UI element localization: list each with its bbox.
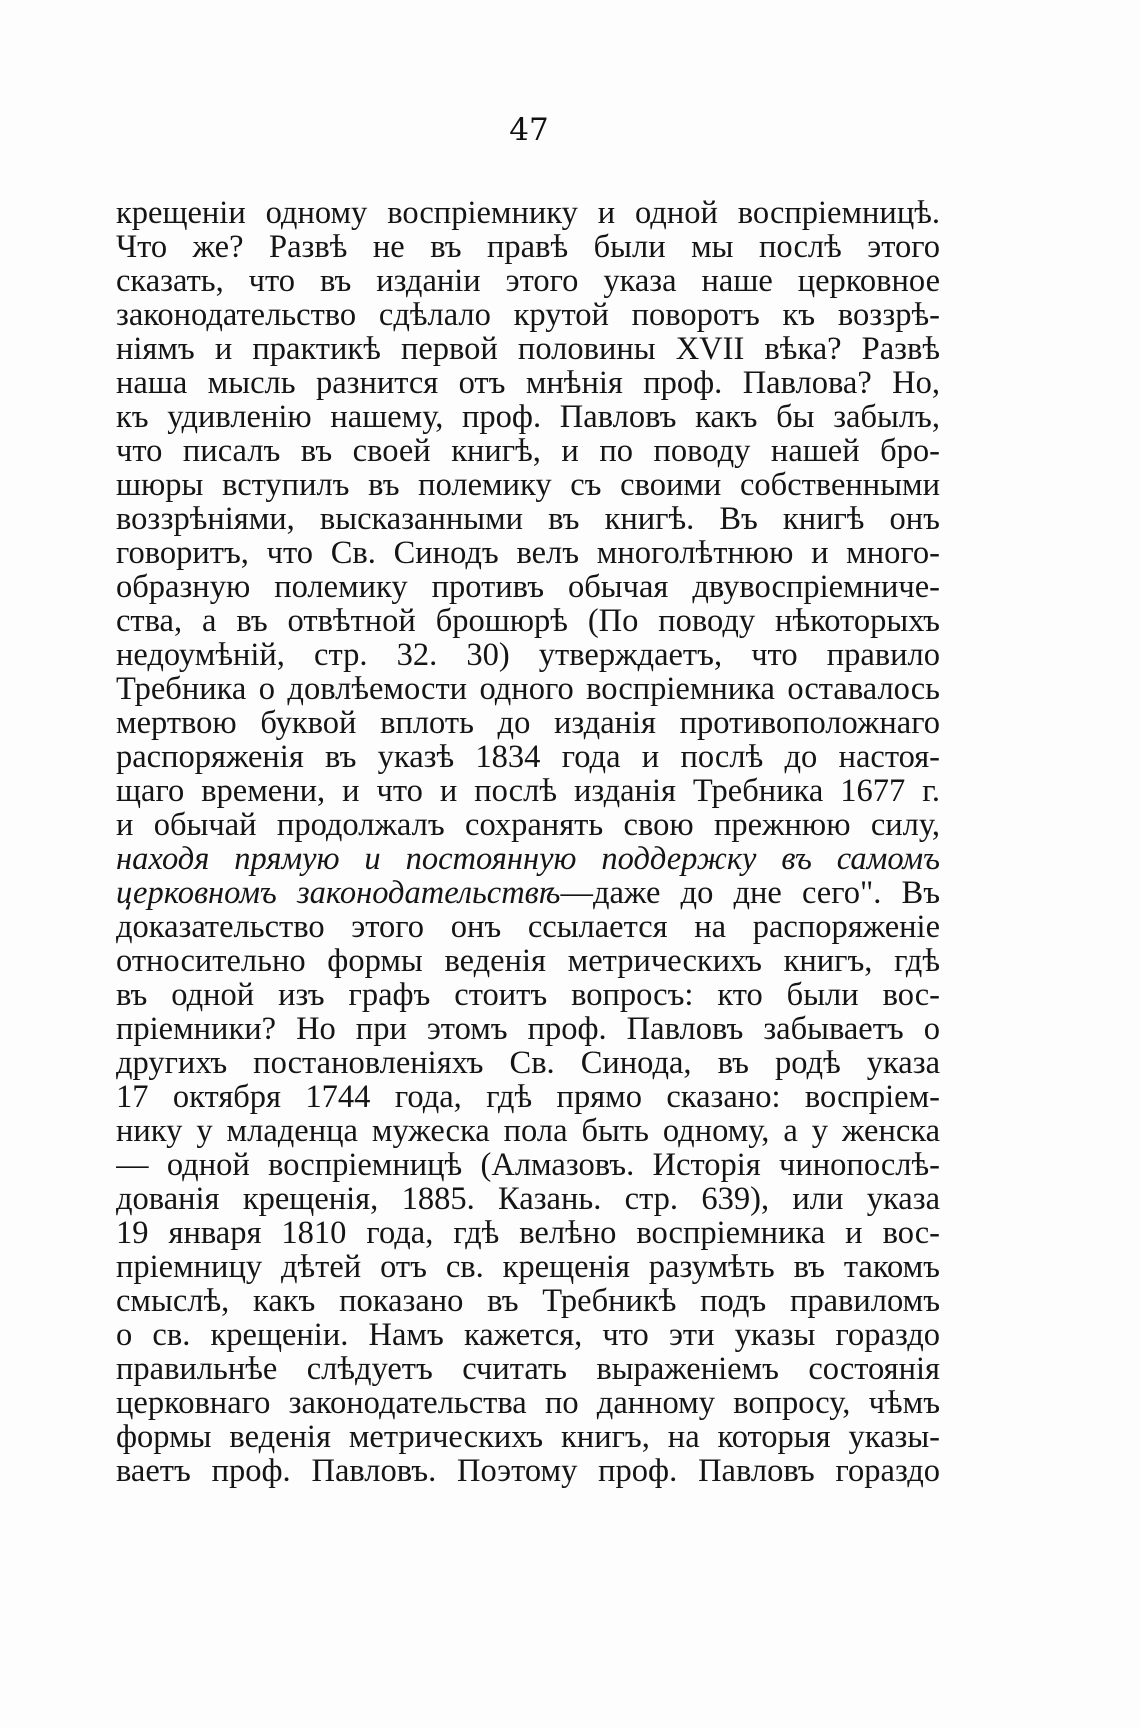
body-text — [116, 196, 940, 1488]
text-line: доказательство этого онъ ссылается на распоряженіе — [116, 910, 940, 944]
text-line: 19 января 1810 года, гдѣ велѣно воспріемника и вос- — [116, 1216, 940, 1250]
page-number: 47 — [509, 112, 549, 148]
text-line: 17 октября 1744 года, гдѣ прямо сказано: воспріем- — [116, 1080, 940, 1114]
text-line: шюры вступилъ въ полемику съ своими собственными — [116, 468, 940, 502]
text-line: относительно формы веденія метрическихъ книгъ, гдѣ — [116, 944, 940, 978]
text-line: воззрѣніями, высказанными въ книгѣ. Въ книгѣ онъ — [116, 502, 940, 536]
text-line: ваетъ проф. Павловъ. Поэтому проф. Павловъ гораздо — [116, 1454, 940, 1488]
text-line: образную полемику противъ обычая двувоспріемниче- — [116, 570, 940, 604]
text-line: Требника о довлѣемости одного воспріемника оставалось — [116, 672, 940, 706]
text-line: нику у младенца мужеска пола быть одному, а у женска — [116, 1114, 940, 1148]
text-line: мертвою буквой вплоть до изданія противоположнаго — [116, 706, 940, 740]
text-line: ніямъ и практикѣ первой половины XVII вѣка? Развѣ — [116, 332, 940, 366]
text-segment: —даже до дне сего". Въ — [560, 876, 940, 910]
text-line: ства, а въ отвѣтной брошюрѣ (По поводу нѣкоторыхъ — [116, 604, 940, 638]
text-line: что писалъ въ своей книгѣ, и по поводу нашей бро- — [116, 434, 940, 468]
text-line: наша мысль разнится отъ мнѣнія проф. Павлова? Но, — [116, 366, 940, 400]
text-line: смыслѣ, какъ показано въ Требникѣ подъ правиломъ — [116, 1284, 940, 1318]
text-line: правильнѣе слѣдуетъ считать выраженіемъ состоянія — [116, 1352, 940, 1386]
text-line: Что же? Развѣ не въ правѣ были мы послѣ этого — [116, 230, 940, 264]
text-line: пріемники? Но при этомъ проф. Павловъ забываетъ о — [116, 1012, 940, 1046]
italic-text-line: находя прямую и постоянную поддержку въ самомъ — [116, 842, 940, 876]
text-line: церковнаго законодательства по данному вопросу, чѣмъ — [116, 1386, 940, 1420]
text-line: къ удивленію нашему, проф. Павловъ какъ бы забылъ, — [116, 400, 940, 434]
text-line: другихъ постановленіяхъ Св. Синода, въ родѣ указа — [116, 1046, 940, 1080]
text-line: дованія крещенія, 1885. Казань. стр. 639), или указа — [116, 1182, 940, 1216]
text-line: — одной воспріемницѣ (Алмазовъ. Исторія чинопослѣ- — [116, 1148, 940, 1182]
text-line: говоритъ, что Св. Синодъ велъ многолѣтнюю и много- — [116, 536, 940, 570]
text-line: сказать, что въ изданіи этого указа наше церковное — [116, 264, 940, 298]
text-line: распоряженія въ указѣ 1834 года и послѣ до настоя- — [116, 740, 940, 774]
italic-segment: церковномъ законодательствѣ — [116, 876, 561, 910]
text-line: и обычай продолжалъ сохранять свою прежнюю силу, — [116, 808, 940, 842]
text-line: крещеніи одному воспріемнику и одной воспріемницѣ. — [116, 196, 940, 230]
text-line: въ одной изъ графъ стоитъ вопросъ: кто были вос- — [116, 978, 940, 1012]
text-line: о св. крещеніи. Намъ кажется, что эти указы гораздо — [116, 1318, 940, 1352]
text-line: недоумѣній, стр. 32. 30) утверждаетъ, что правило — [116, 638, 940, 672]
text-line: щаго времени, и что и послѣ изданія Требника 1677 г. — [116, 774, 940, 808]
mixed-text-line — [116, 876, 940, 910]
text-line: пріемницу дѣтей отъ св. крещенія разумѣть въ такомъ — [116, 1250, 940, 1284]
text-line: законодательство сдѣлало крутой поворотъ къ воззрѣ- — [116, 298, 940, 332]
text-line: формы веденія метрическихъ книгъ, на которыя указы- — [116, 1420, 940, 1454]
